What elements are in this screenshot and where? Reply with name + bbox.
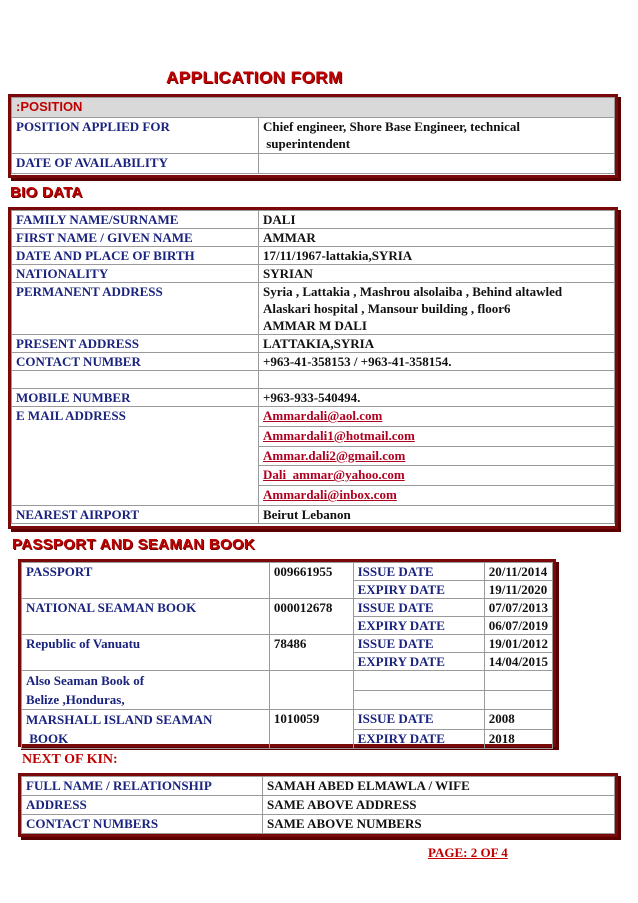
kin-name-label: FULL NAME / RELATIONSHIP xyxy=(22,777,263,796)
kin-contact-label: CONTACT NUMBERS xyxy=(22,815,263,834)
marshall-number: 1010059 xyxy=(269,710,353,749)
kin-address-label: ADDRESS xyxy=(22,796,263,815)
position-applied-value-line2: superintendent xyxy=(263,136,351,151)
bio-data-section xyxy=(8,207,618,529)
vanuatu-label: Republic of Vanuatu xyxy=(22,635,270,671)
also-issue-empty xyxy=(353,671,484,691)
vanuatu-number: 78486 xyxy=(269,635,353,671)
mobile-number-label: MOBILE NUMBER xyxy=(12,389,259,407)
passport-expiry-label: EXPIRY DATE xyxy=(353,581,484,599)
next-of-kin-section xyxy=(18,773,618,837)
national-seaman-number: 000012678 xyxy=(269,599,353,635)
next-of-kin-header: NEXT OF KIN: xyxy=(22,752,118,767)
permanent-address-line1: Syria , Lattakia , Mashrou alsolaiba , Behind altawled xyxy=(263,284,563,299)
marshall-expiry-value: 2018 xyxy=(484,729,552,749)
marshall-line1: MARSHALL ISLAND SEAMAN xyxy=(26,712,213,727)
passport-issue-value: 20/11/2014 xyxy=(484,563,552,581)
email-link-4[interactable]: Dali_ammar@yahoo.com xyxy=(263,467,405,483)
kin-address-value: SAME ABOVE ADDRESS xyxy=(263,796,615,815)
email-link-5[interactable]: Ammardali@inbox.com xyxy=(263,487,397,503)
also-seaman-line2: Belize ,Honduras, xyxy=(26,692,125,707)
bio-data-header: BIO DATA xyxy=(10,184,83,201)
availability-value xyxy=(259,154,615,174)
family-name-value: DALI xyxy=(259,211,615,229)
email-link-2[interactable]: Ammardali1@hotmail.com xyxy=(263,427,415,443)
vanuatu-expiry-label: EXPIRY DATE xyxy=(353,653,484,671)
passport-header: PASSPORT AND SEAMAN BOOK xyxy=(12,536,256,553)
contact-number-label: CONTACT NUMBER xyxy=(12,353,259,371)
vanuatu-expiry-value: 14/04/2015 xyxy=(484,653,552,671)
national-issue-value: 07/07/2013 xyxy=(484,599,552,617)
availability-label: DATE OF AVAILABILITY xyxy=(12,154,259,174)
contact-number-value: +963-41-358153 / +963-41-358154. xyxy=(259,353,615,371)
national-issue-label: ISSUE DATE xyxy=(353,599,484,617)
email-label: E MAIL ADDRESS xyxy=(12,407,259,506)
page-number: PAGE: 2 OF 4 xyxy=(428,845,508,860)
permanent-address-label: PERMANENT ADDRESS xyxy=(12,283,259,335)
national-seaman-label: NATIONAL SEAMAN BOOK xyxy=(22,599,270,635)
passport-expiry-value: 19/11/2020 xyxy=(484,581,552,599)
marshall-issue-value: 2008 xyxy=(484,710,552,730)
position-applied-value-line1: Chief engineer, Shore Base Engineer, technical xyxy=(263,119,520,134)
blank-row-left xyxy=(12,371,259,389)
present-address-label: PRESENT ADDRESS xyxy=(12,335,259,353)
airport-value: Beirut Lebanon xyxy=(259,505,615,523)
kin-contact-value: SAME ABOVE NUMBERS xyxy=(263,815,615,834)
also-expiry-empty xyxy=(353,690,484,710)
kin-name-value: SAMAH ABED ELMAWLA / WIFE xyxy=(263,777,615,796)
passport-label: PASSPORT xyxy=(22,563,270,599)
birth-value: 17/11/1967-lattakia,SYRIA xyxy=(259,247,615,265)
marshall-expiry-label: EXPIRY DATE xyxy=(353,729,484,749)
national-expiry-label: EXPIRY DATE xyxy=(353,617,484,635)
also-issue-value-empty xyxy=(484,671,552,691)
present-address-value: LATTAKIA,SYRIA xyxy=(259,335,615,353)
national-expiry-value: 06/07/2019 xyxy=(484,617,552,635)
position-section xyxy=(8,94,618,178)
marshall-line2: BOOK xyxy=(26,731,69,746)
family-name-label: FAMILY NAME/SURNAME xyxy=(12,211,259,229)
blank-row-right xyxy=(259,371,615,389)
permanent-address-line3: AMMAR M DALI xyxy=(263,318,367,333)
vanuatu-issue-value: 19/01/2012 xyxy=(484,635,552,653)
position-applied-label: POSITION APPLIED FOR xyxy=(12,118,259,154)
mobile-number-value: +963-933-540494. xyxy=(259,389,615,407)
nationality-value: SYRIAN xyxy=(259,265,615,283)
vanuatu-issue-label: ISSUE DATE xyxy=(353,635,484,653)
first-name-value: AMMAR xyxy=(259,229,615,247)
airport-label: NEAREST AIRPORT xyxy=(12,505,259,523)
passport-number: 009661955 xyxy=(269,563,353,599)
position-header: :POSITION xyxy=(16,99,83,114)
first-name-label: FIRST NAME / GIVEN NAME xyxy=(12,229,259,247)
passport-issue-label: ISSUE DATE xyxy=(353,563,484,581)
birth-label: DATE AND PLACE OF BIRTH xyxy=(12,247,259,265)
passport-section xyxy=(18,559,556,747)
also-seaman-number xyxy=(269,671,353,710)
form-title: APPLICATION FORM xyxy=(166,68,343,87)
also-seaman-line1: Also Seaman Book of xyxy=(26,673,145,688)
marshall-issue-label: ISSUE DATE xyxy=(353,710,484,730)
permanent-address-line2: Alaskari hospital , Mansour building , floor6 xyxy=(263,301,511,316)
also-expiry-value-empty xyxy=(484,690,552,710)
email-link-3[interactable]: Ammar.dali2@gmail.com xyxy=(263,447,406,463)
nationality-label: NATIONALITY xyxy=(12,265,259,283)
email-link-1[interactable]: Ammardali@aol.com xyxy=(263,408,383,423)
